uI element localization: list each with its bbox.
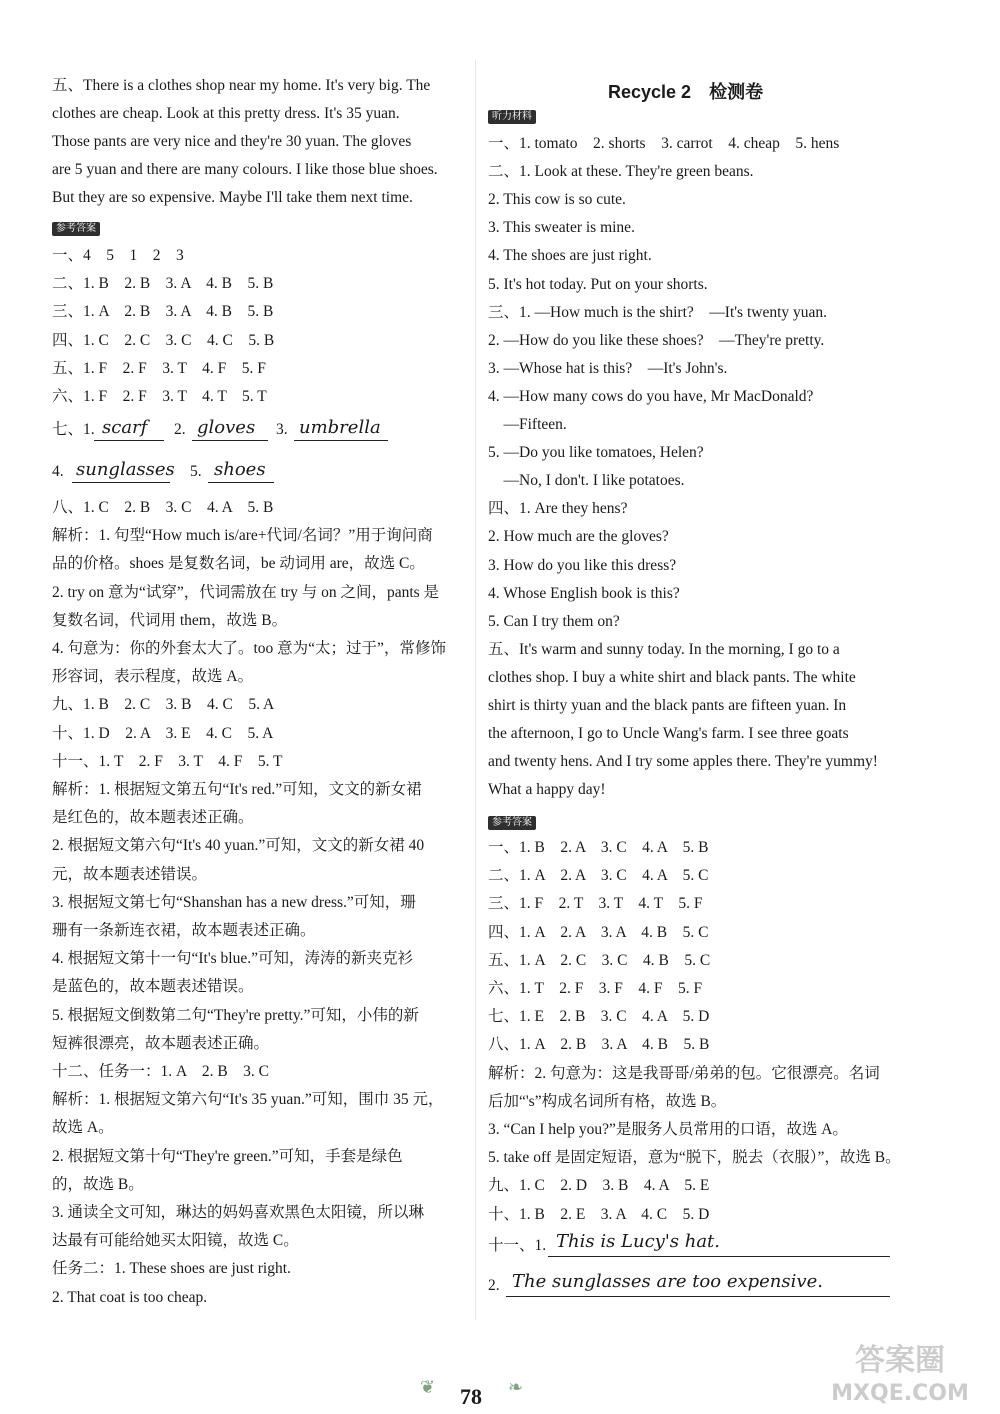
listening-line: 5. Can I try them on?: [488, 612, 620, 630]
watermark-bottom: MXQE.COM: [831, 1381, 969, 1406]
answer-line: 解析：1. 根据短文第六句“It's 35 yuan.”可知，围巾 35 元，: [52, 1091, 444, 1109]
listening-line: 3. How do you like this dress?: [488, 556, 677, 574]
answer-line: 3. 根据短文第七句“Shanshan has a new dress.”可知，珊: [52, 893, 416, 911]
handwritten-answer: shoes: [214, 459, 266, 480]
answer-line: 短裤很漂亮，故本题表述正确。: [52, 1034, 270, 1052]
listening-line: shirt is thirty yuan and the black pants are fifteen yuan. In: [488, 697, 847, 714]
answer-underline: [72, 482, 170, 483]
listening-line: 五、It's warm and sunny today. In the morning, I go to a: [488, 640, 840, 658]
listening-line: What a happy day!: [488, 781, 606, 799]
watermark-logo: [810, 1332, 990, 1408]
listening-line: clothes shop. I buy a white shirt and black pants. The white: [488, 668, 856, 686]
answer-line: 五、1. F 2. F 3. T 4. F 5. F: [52, 359, 266, 377]
watermark-top: 答案圈: [855, 1343, 945, 1378]
handwritten-answer: sunglasses: [76, 459, 175, 480]
listening-line: 二、1. Look at these. They're green beans.: [488, 163, 754, 181]
answer-line: 故选 A。: [52, 1119, 114, 1137]
q11-number: 2.: [488, 1277, 500, 1294]
passage-line: 五、There is a clothes shop near my home. It's very big. The: [52, 77, 431, 94]
answer-line: 5. take off 是固定短语，意为“脱下，脱去（衣服）”，故选 B。: [488, 1149, 901, 1167]
listening-line: 2. —How do you like these shoes? —They're pretty.: [488, 331, 825, 349]
answer-underline: [208, 482, 274, 483]
answer-line: 3. 通读全文可知，琳达的妈妈喜欢黑色太阳镜，所以琳: [52, 1204, 425, 1221]
answer-line: 十二、任务一：1. A 2. B 3. C: [52, 1063, 270, 1080]
q7-number: 5.: [190, 463, 202, 480]
answer-line: 4. 句意为：你的外套太大了。too 意为“太；过于”，常修饰: [52, 640, 446, 657]
handwritten-answer: The sunglasses are too expensive.: [512, 1271, 823, 1292]
answer-line: 复数名词，代词用 them，故选 B。: [52, 611, 288, 629]
column-divider: [475, 60, 476, 1320]
answer-line: 达最有可能给她买太阳镜，故选 C。: [52, 1232, 299, 1250]
answer-line: 2. try on 意为“试穿”，代词需放在 try 与 on 之间，pants 是: [52, 583, 440, 601]
answer-line: 十、1. D 2. A 3. E 4. C 5. A: [52, 724, 274, 742]
answer-underline: [506, 1296, 890, 1297]
listening-line: the afternoon, I go to Uncle Wang's farm. I see three goats: [488, 725, 849, 743]
answer-line: 二、1. A 2. A 3. C 4. A 5. C: [488, 867, 709, 885]
q7-number: 3.: [276, 421, 288, 438]
listening-line: 一、1. tomato 2. shorts 3. carrot 4. cheap 5. hens: [488, 135, 840, 152]
answer-line: 二、1. B 2. B 3. A 4. B 5. B: [52, 275, 274, 293]
passage-line: are 5 yuan and there are many colours. I like those blue shoes.: [52, 161, 438, 178]
answer-line: 4. 根据短文第十一句“It's blue.”可知，涛涛的新夹克衫: [52, 950, 413, 968]
passage-line: clothes are cheap. Look at this pretty dress. It's 35 yuan.: [52, 105, 400, 122]
answer-line: 五、1. A 2. C 3. C 4. B 5. C: [488, 951, 711, 969]
answer-underline: [94, 440, 164, 441]
passage-line: But they are so expensive. Maybe I'll take them next time.: [52, 189, 413, 206]
listening-line: 四、1. Are they hens?: [488, 500, 628, 518]
answer-line: 2. 根据短文第六句“It's 40 yuan.”可知，文文的新女裙 40: [52, 837, 425, 855]
listening-line: 2. This cow is so cute.: [488, 191, 626, 209]
answer-line: 2. That coat is too cheap.: [52, 1288, 208, 1306]
answer-line: 四、1. C 2. C 3. C 4. C 5. B: [52, 331, 275, 349]
listening-line: 3. This sweater is mine.: [488, 219, 635, 237]
listening-line: and twenty hens. And I try some apples there. They're yummy!: [488, 753, 878, 771]
answer-tag: 参考答案: [52, 222, 100, 236]
answer-line: 元，故本题表述错误。: [52, 865, 208, 883]
answer-line: 七、1. E 2. B 3. C 4. A 5. D: [488, 1008, 710, 1026]
listening-line: 4. Whose English book is this?: [488, 584, 680, 602]
handwritten-answer: This is Lucy's hat.: [556, 1231, 721, 1252]
listening-line: —No, I don't. I like potatoes.: [488, 472, 685, 490]
answer-line: 解析：1. 根据短文第五句“It's red.”可知，文文的新女裙: [52, 781, 422, 798]
answer-line: 十、1. B 2. E 3. A 4. C 5. D: [488, 1205, 710, 1223]
answer-line: 后加“'s”构成名词所有格，故选 B。: [488, 1092, 727, 1110]
q7-number: 4.: [52, 463, 64, 480]
answer-line: 一、1. B 2. A 3. C 4. A 5. B: [488, 839, 709, 856]
listening-line: 5. —Do you like tomatoes, Helen?: [488, 444, 704, 462]
answer-line: 3. “Can I help you?”是服务人员常用的口语，故选 A。: [488, 1121, 848, 1138]
listening-line: —Fifteen.: [488, 416, 567, 433]
answer-line: 三、1. A 2. B 3. A 4. B 5. B: [52, 303, 274, 321]
right-leaf-ornament-icon: ❧: [508, 1377, 524, 1398]
answer-tag: 参考答案: [488, 816, 536, 830]
answer-line: 2. 根据短文第十句“They're green.”可知，手套是绿色: [52, 1147, 403, 1165]
answer-line: 5. 根据短文倒数第二句“They're pretty.”可知，小伟的新: [52, 1006, 419, 1024]
answer-line: 九、1. B 2. C 3. B 4. C 5. A: [52, 696, 275, 714]
handwritten-answer: umbrella: [299, 417, 381, 438]
handwritten-answer: gloves: [197, 417, 256, 438]
page-number: 78: [460, 1384, 482, 1409]
listening-line: 5. It's hot today. Put on your shorts.: [488, 275, 708, 293]
answer-line: 解析：2. 句意为：这是我哥哥/弟弟的包。它很漂亮。名词: [488, 1064, 880, 1082]
q11-label: 十一、1.: [488, 1237, 547, 1254]
answer-line: 形容词，表示程度，故选 A。: [52, 668, 254, 686]
answer-underline: [548, 1256, 890, 1257]
section-title: Recycle 2 检测卷: [608, 82, 764, 102]
left-leaf-ornament-icon: ❦: [420, 1377, 436, 1398]
passage-line: Those pants are very nice and they're 30 yuan. The gloves: [52, 133, 412, 150]
listening-line: 4. The shoes are just right.: [488, 247, 652, 265]
answer-line: 八、1. C 2. B 3. C 4. A 5. B: [52, 499, 274, 516]
answer-line: 的，故选 B。: [52, 1175, 144, 1193]
answer-line: 任务二：1. These shoes are just right.: [52, 1260, 291, 1278]
q7-label: 七、1.: [52, 421, 95, 438]
answer-line: 十一、1. T 2. F 3. T 4. F 5. T: [52, 752, 283, 770]
answer-line: 是蓝色的，故本题表述错误。: [52, 978, 254, 996]
listening-line: 2. How much are the gloves?: [488, 528, 669, 546]
answer-line: 六、1. T 2. F 3. F 4. F 5. F: [488, 980, 703, 997]
answer-line: 一、4 5 1 2 3: [52, 247, 184, 264]
answer-line: 四、1. A 2. A 3. A 4. B 5. C: [488, 923, 709, 941]
answer-line: 珊有一条新连衣裙，故本题表述正确。: [52, 922, 316, 939]
answer-underline: [294, 440, 388, 441]
q7-number: 2.: [174, 421, 186, 438]
handwritten-answer: scarf: [102, 417, 148, 438]
answer-line: 解析：1. 句型“How much is/are+代词/名词？”用于询问商: [52, 527, 433, 545]
answer-line: 三、1. F 2. T 3. T 4. T 5. F: [488, 895, 703, 913]
listening-line: 4. —How many cows do you have, Mr MacDonald?: [488, 387, 814, 405]
answer-underline: [192, 440, 268, 441]
answer-line: 九、1. C 2. D 3. B 4. A 5. E: [488, 1177, 710, 1195]
answer-line: 六、1. F 2. F 3. T 4. T 5. T: [52, 388, 267, 405]
answer-line: 是红色的，故本题表述正确。: [52, 809, 254, 827]
answer-line: 品的价格。shoes 是复数名词，be 动词用 are，故选 C。: [52, 555, 425, 573]
answer-line: 八、1. A 2. B 3. A 4. B 5. B: [488, 1036, 710, 1054]
listening-line: 三、1. —How much is the shirt? —It's twenty yuan.: [488, 303, 828, 321]
listening-tag: 听力材料: [488, 110, 536, 124]
listening-line: 3. —Whose hat is this? —It's John's.: [488, 359, 728, 377]
